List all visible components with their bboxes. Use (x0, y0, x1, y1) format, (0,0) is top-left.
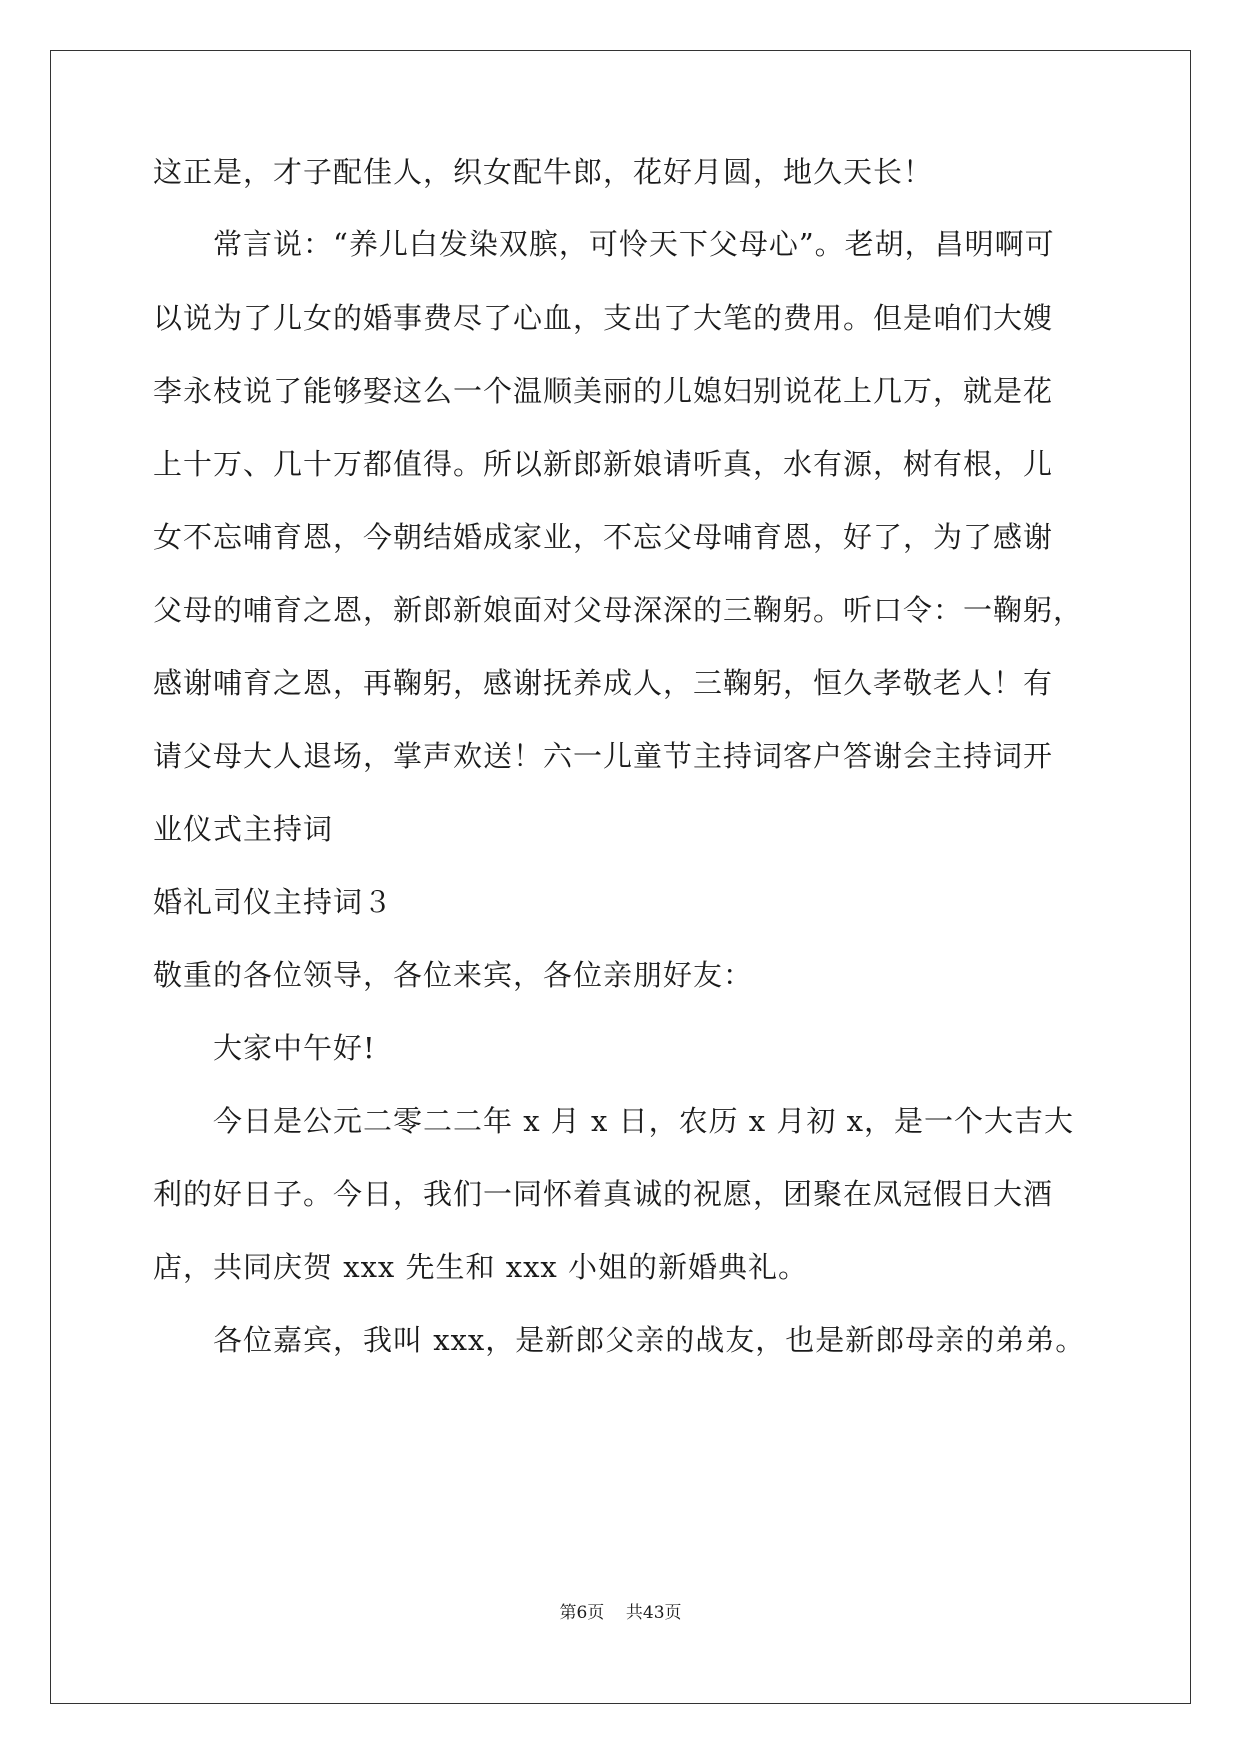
text-line: 请父母大人退场，掌声欢送！六一儿童节主持词客户答谢会主持词开 (153, 739, 1054, 773)
text-line: 店，共同庆贺 xxx 先生和 xxx 小姐的新婚典礼。 (153, 1250, 809, 1284)
page-footer (0, 1602, 1241, 1624)
page-number: 6 (576, 1603, 588, 1623)
page-unit: 页 (587, 1603, 605, 1623)
page-prefix: 第 (559, 1603, 577, 1623)
total-pages: 43 (642, 1603, 665, 1623)
section-heading: 婚礼司仪主持词３ (153, 885, 394, 919)
text-line: 各位嘉宾，我叫 xxx，是新郎父亲的战友，也是新郎母亲的弟弟。 (213, 1323, 1086, 1357)
text-line: 李永枝说了能够娶这么一个温顺美丽的儿媳妇别说花上几万，就是花 (153, 374, 1054, 408)
text-line: 这正是，才子配佳人，织女配牛郎，花好月圆，地久天长！ (153, 155, 934, 189)
salutation: 敬重的各位领导，各位来宾，各位亲朋好友： (153, 958, 754, 992)
text-line: 大家中午好! (213, 1031, 376, 1065)
text-line: 今日是公元二零二二年 x 月 x 日，农历 x 月初 x，是一个大吉大 (213, 1104, 1074, 1138)
text-line: 利的好日子。今日，我们一同怀着真诚的祝愿，团聚在凤冠假日大酒 (153, 1177, 1054, 1211)
total-prefix: 共 (625, 1603, 643, 1623)
text-line: 常言说：“养儿白发染双膑，可怜天下父母心”。老胡，昌明啊可 (213, 227, 1055, 261)
text-line: 上十万、几十万都值得。所以新郎新娘请听真，水有源，树有根，儿 (153, 447, 1054, 481)
text-line: 感谢哺育之恩，再鞠躬，感谢抚养成人，三鞠躬，恒久孝敬老人！有 (153, 666, 1054, 700)
text-line: 业仪式主持词 (153, 812, 334, 846)
text-line: 父母的哺育之恩，新郎新娘面对父母深深的三鞠躬。听口令：一鞠躬， (153, 593, 1084, 627)
text-line: 以说为了儿女的婚事费尽了心血，支出了大笔的费用。但是咱们大嫂 (153, 301, 1054, 335)
text-line: 女不忘哺育恩，今朝结婚成家业，不忘父母哺育恩，好了，为了感谢 (153, 520, 1054, 554)
total-unit: 页 (664, 1603, 682, 1623)
